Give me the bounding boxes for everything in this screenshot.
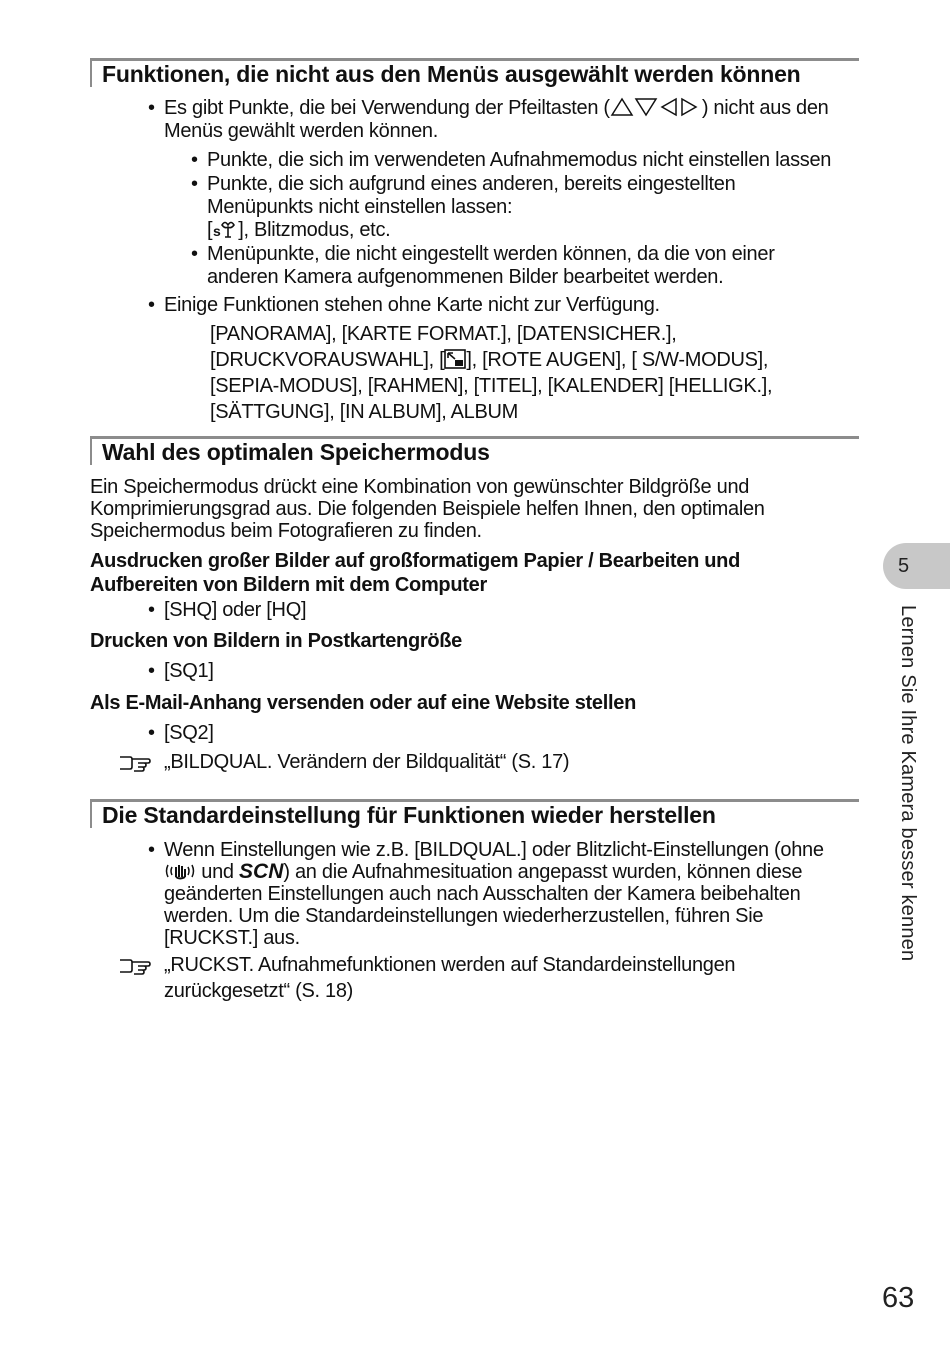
svg-text:s: s xyxy=(213,223,221,239)
bullet-text: Wenn Einstellungen wie z.B. [BILDQUAL.] oder Blitzlicht-Einstellungen (ohne xyxy=(164,839,824,861)
chapter-number: 5 xyxy=(898,555,910,577)
section-title: Wahl des optimalen Speichermodus xyxy=(102,439,490,465)
function-list-line: [PANORAMA], [KARTE FORMAT.], [DATENSICHER.], xyxy=(210,323,677,345)
cross-reference-text: „BILDQUAL. Verändern der Bildqualität“ (S. 17) xyxy=(164,751,570,773)
text-fragment: [DRUCKVORAUSWAHL], [ xyxy=(210,349,445,371)
bullet: • xyxy=(148,660,156,682)
chapter-label: Lernen Sie Ihre Kamera besser kennen xyxy=(897,605,919,962)
bullet-text xyxy=(164,97,829,119)
function-list-line xyxy=(210,349,768,371)
subheading: Aufbereiten von Bildern mit dem Computer xyxy=(90,574,487,596)
section-title: Funktionen, die nicht aus den Menüs ausgewählt werden können xyxy=(102,61,801,87)
sub-bullet-text-cont: Menüpunkts nicht einstellen lassen: xyxy=(207,196,513,218)
cross-reference-text-cont: zurückgesetzt“ (S. 18) xyxy=(164,980,354,1002)
bullet-text-cont: geänderten Einstellungen auch nach Ausschalten der Kamera beibehalten xyxy=(164,883,801,905)
subheading: Als E-Mail-Anhang versenden oder auf eine Website stellen xyxy=(90,692,636,714)
super-macro-icon xyxy=(212,219,238,239)
section-header-storage-mode xyxy=(90,436,859,465)
text-fragment: Es gibt Punkte, die bei Verwendung der Pfeiltasten ( xyxy=(164,97,610,119)
section-header-bar xyxy=(90,439,92,465)
paragraph-line: Komprimierungsgrad aus. Die folgenden Beispiele helfen Ihnen, den optimalen xyxy=(90,498,765,520)
bullet: • xyxy=(148,839,156,861)
text-fragment: [ xyxy=(207,219,213,241)
cross-reference-text: „RUCKST. Aufnahmefunktionen werden auf Standardeinstellungen xyxy=(164,954,736,976)
function-list-line: [SÄTTGUNG], [IN ALBUM], ALBUM xyxy=(210,401,519,423)
section-header-bar xyxy=(90,61,92,87)
bullet: • xyxy=(148,97,156,119)
arrow-keys-icon xyxy=(610,97,702,117)
text-fragment: ], [ROTE AUGEN], [ S/W-MODUS], xyxy=(466,349,769,371)
bullet-text-cont xyxy=(164,861,802,883)
paragraph-line: Speichermodus beim Fotografieren zu finden. xyxy=(90,520,482,542)
sub-bullet-text-cont xyxy=(207,219,390,241)
scn-icon: SCN xyxy=(239,860,284,883)
text-fragment: ], Blitzmodus, etc. xyxy=(238,219,391,241)
reference-hand-icon xyxy=(118,751,152,773)
bullet-text: [SQ2] xyxy=(164,722,214,744)
bullet: • xyxy=(148,294,156,316)
text-fragment: ) an die Aufnahmesituation angepasst wurden, können diese xyxy=(283,861,803,883)
text-fragment: und xyxy=(201,861,234,883)
section-header-unselectable-functions xyxy=(90,58,859,87)
sub-bullet-text: Punkte, die sich aufgrund eines anderen, bereits eingestellten xyxy=(207,173,736,195)
paragraph-line: Ein Speichermodus drückt eine Kombination von gewünschter Bildgröße und xyxy=(90,476,750,498)
section-header-reset-defaults xyxy=(90,799,859,828)
sub-bullet: • xyxy=(191,243,199,265)
function-list-line: [SEPIA-MODUS], [RAHMEN], [TITEL], [KALENDER] [HELLIGK.], xyxy=(210,375,773,397)
bullet-text: [SHQ] oder [HQ] xyxy=(164,599,307,621)
section-title: Die Standardeinstellung für Funktionen wieder herstellen xyxy=(102,802,716,828)
bullet: • xyxy=(148,599,156,621)
bullet: • xyxy=(148,722,156,744)
sub-bullet-text-cont: anderen Kamera aufgenommenen Bilder bearbeitet werden. xyxy=(207,266,724,288)
subheading: Ausdrucken großer Bilder auf großformatigem Papier / Bearbeiten und xyxy=(90,550,741,572)
anti-shake-icon xyxy=(164,861,196,881)
page-number: 63 xyxy=(882,1282,915,1314)
sub-bullet: • xyxy=(191,149,199,171)
bullet-text-cont: Menüs gewählt werden können. xyxy=(164,120,439,142)
text-fragment: ) nicht aus den xyxy=(701,97,829,119)
bullet-text-cont: [RUCKST.] aus. xyxy=(164,927,300,949)
bullet-text-cont: werden. Um die Standardeinstellungen wiederherzustellen, führen Sie xyxy=(164,905,764,927)
sub-bullet: • xyxy=(191,173,199,195)
sub-bullet-text: Punkte, die sich im verwendeten Aufnahmemodus nicht einstellen lassen xyxy=(207,149,832,171)
chapter-tab xyxy=(883,543,950,589)
section-header-bar xyxy=(90,802,92,828)
reference-hand-icon xyxy=(118,954,152,976)
bullet-text: Einige Funktionen stehen ohne Karte nicht zur Verfügung. xyxy=(164,294,660,316)
print-reserve-icon xyxy=(444,349,466,369)
subheading: Drucken von Bildern in Postkartengröße xyxy=(90,630,463,652)
sub-bullet-text: Menüpunkte, die nicht eingestellt werden können, da die von einer xyxy=(207,243,775,265)
bullet-text: [SQ1] xyxy=(164,660,214,682)
